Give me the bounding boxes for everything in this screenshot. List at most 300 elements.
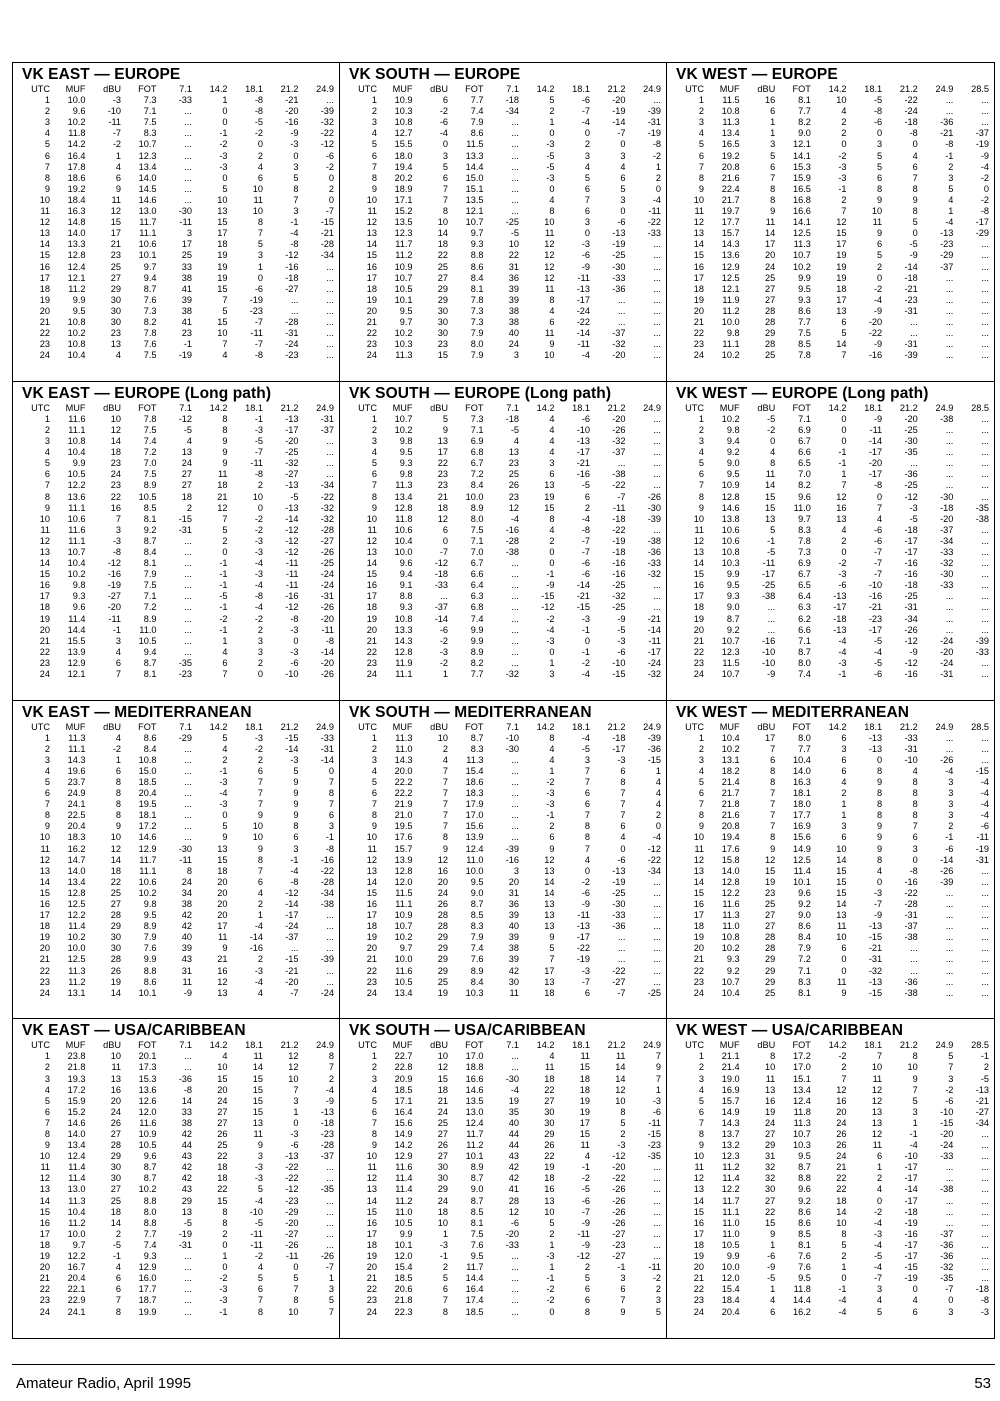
table-cell: 29 xyxy=(765,328,776,339)
table-cell: 10 xyxy=(693,832,704,843)
table-cell: 11.3 xyxy=(395,480,413,491)
table-cell: 9 xyxy=(442,424,448,435)
table-cell: -9 xyxy=(873,305,883,316)
table-cell: -10 xyxy=(285,669,299,679)
table-cell: 5 xyxy=(877,161,883,172)
table-cell: -7 xyxy=(581,535,590,546)
table-cell: -11 xyxy=(648,206,661,217)
table-row xyxy=(22,514,334,525)
table-cell: -36 xyxy=(612,283,626,294)
table-cell: 7 xyxy=(841,350,847,361)
table-row xyxy=(22,669,334,680)
table-cell: 6.9 xyxy=(798,558,811,569)
table-cell: 4 xyxy=(371,447,377,458)
table-cell: 11 xyxy=(872,1073,883,1084)
table-cell: 20 xyxy=(39,624,50,635)
table-cell: ... xyxy=(945,887,954,898)
table-cell: ... xyxy=(945,469,954,480)
table-cell: 0 xyxy=(293,150,299,161)
table-cell: 13 xyxy=(765,513,776,524)
table-row xyxy=(349,888,661,899)
table-cell: ... xyxy=(326,272,334,283)
table-cell: -14 xyxy=(285,899,299,909)
table-cell: 7.4 xyxy=(798,669,811,679)
table-row xyxy=(676,151,989,162)
table-cell: 8 xyxy=(371,491,377,502)
table-cell: 16 xyxy=(110,1084,121,1095)
table-cell: ... xyxy=(945,954,954,965)
table-cell: ... xyxy=(511,635,519,646)
table-cell: 1 xyxy=(257,910,263,921)
table-cell: ... xyxy=(910,965,918,976)
table-cell: 7 xyxy=(442,810,448,821)
table-cell: -12 xyxy=(541,602,555,613)
table-cell: -6 xyxy=(838,580,847,591)
table-cell: ... xyxy=(981,283,989,294)
table-row xyxy=(22,547,334,558)
table-cell: 23 xyxy=(693,976,704,987)
panel-title: VK EAST — EUROPE (Long path) xyxy=(22,384,272,402)
column-header: 24.9 xyxy=(643,721,661,732)
table-cell: 2 xyxy=(655,172,661,183)
table-cell: 30 xyxy=(110,932,121,943)
table-row xyxy=(349,1218,661,1229)
table-cell: 10.0 xyxy=(465,865,484,876)
table-cell: 16.0 xyxy=(138,1273,157,1284)
table-cell: ... xyxy=(653,272,661,283)
table-cell: 7 xyxy=(620,1295,626,1306)
table-cell: 14 xyxy=(39,1195,50,1206)
table-cell: 1 xyxy=(877,1162,883,1173)
table-row xyxy=(676,899,989,910)
table-cell: 13 xyxy=(765,1084,776,1095)
table-cell: -2 xyxy=(112,743,121,754)
table-row xyxy=(22,602,334,613)
table-cell: 7 xyxy=(44,1117,50,1128)
table-cell: 0 xyxy=(841,1273,847,1284)
table-cell: 4 xyxy=(549,743,555,754)
table-cell: 23 xyxy=(437,480,448,491)
table-cell: 5 xyxy=(698,139,704,150)
table-cell: 9 xyxy=(877,194,883,205)
table-header-row xyxy=(22,1040,334,1051)
table-cell: ... xyxy=(511,128,519,139)
table-cell: 3 xyxy=(584,217,590,228)
table-row xyxy=(349,669,661,680)
table-cell: 3 xyxy=(371,754,377,765)
table-cell: 10 xyxy=(693,1151,704,1162)
table-cell: 11 xyxy=(253,194,263,205)
table-cell: -12 xyxy=(285,1184,299,1195)
table-row xyxy=(676,921,989,932)
table-cell: 8 xyxy=(584,821,590,832)
table-cell: 10.7 xyxy=(465,217,484,228)
table-cell: 15 xyxy=(39,1206,50,1217)
table-cell: -5 xyxy=(873,635,883,646)
table-cell: 38 xyxy=(181,1117,192,1128)
table-cell: 4 xyxy=(770,447,776,458)
table-row xyxy=(676,591,989,602)
table-cell: ... xyxy=(981,1151,989,1162)
table-cell: 14.3 xyxy=(721,1117,740,1128)
table-cell: 15 xyxy=(693,1206,704,1217)
table-cell: -37 xyxy=(434,602,448,613)
table-cell: 16 xyxy=(110,502,121,513)
column-header: 24.9 xyxy=(935,721,954,732)
table-cell: ... xyxy=(184,580,192,591)
table-cell: -30 xyxy=(647,502,661,513)
table-cell: 16 xyxy=(836,1095,847,1106)
table-cell: -29 xyxy=(285,1206,299,1217)
table-cell: -19 xyxy=(178,1228,192,1239)
table-row xyxy=(349,602,661,613)
table-cell: ... xyxy=(326,932,334,943)
table-cell: 17.1 xyxy=(394,1095,413,1106)
table-cell: ... xyxy=(981,339,989,350)
table-cell: 2 xyxy=(257,150,263,161)
table-row xyxy=(22,139,334,150)
table-cell: ... xyxy=(511,799,519,810)
table-cell: -4 xyxy=(873,1239,883,1250)
table-cell: 12 xyxy=(544,272,555,283)
table-cell: ... xyxy=(653,458,661,469)
table-cell: 29 xyxy=(437,943,448,954)
table-row xyxy=(676,273,989,284)
table-cell: 13.4 xyxy=(721,128,740,139)
table-cell: ... xyxy=(511,117,519,128)
table-cell: -34 xyxy=(320,887,334,898)
table-cell: -10 xyxy=(868,580,883,591)
table-cell: -35 xyxy=(647,1151,661,1162)
table-cell: 16.2 xyxy=(792,1306,811,1317)
table-cell: 8 xyxy=(549,732,555,743)
table-cell: 6 xyxy=(584,1284,590,1295)
table-cell: -22 xyxy=(320,491,334,502)
table-cell: 3 xyxy=(698,1073,704,1084)
table-cell: 24 xyxy=(110,469,121,480)
table-cell: 11.0 xyxy=(466,854,484,865)
table-cell: 3 xyxy=(44,1073,50,1084)
table-cell: 7 xyxy=(770,810,776,821)
table-cell: -23 xyxy=(249,305,263,316)
table-cell: 9 xyxy=(770,1228,776,1239)
table-cell: -2 xyxy=(254,524,263,535)
table-cell: 12.4 xyxy=(465,843,484,854)
table-cell: -12 xyxy=(285,602,299,613)
table-cell: -5 xyxy=(873,95,883,106)
table-cell: ... xyxy=(653,413,661,424)
table-cell: 2 xyxy=(549,821,555,832)
table-cell: 9 xyxy=(770,206,776,217)
table-cell: 8.1 xyxy=(798,95,811,106)
table-cell: 21 xyxy=(366,1273,377,1284)
table-row xyxy=(22,1051,334,1062)
table-cell: -3 xyxy=(439,1239,448,1250)
table-cell: 2 xyxy=(698,1062,704,1073)
table-cell: -12 xyxy=(612,1151,626,1162)
table-cell: 14 xyxy=(615,1073,626,1084)
table-cell: ... xyxy=(945,1173,954,1184)
table-cell: 10 xyxy=(366,513,377,524)
table-cell: 9.5 xyxy=(798,1151,811,1162)
table-row xyxy=(676,1096,989,1107)
table-cell: 14 xyxy=(110,1217,121,1228)
table-cell: 3 xyxy=(948,172,954,183)
table-cell: 8.6 xyxy=(470,128,484,139)
table-cell: -1 xyxy=(838,447,847,458)
table-cell: 8 xyxy=(912,810,918,821)
prediction-panel xyxy=(667,1019,994,1338)
table-cell: -23 xyxy=(612,1239,626,1250)
table-cell: 6 xyxy=(770,754,776,765)
table-cell: 12.9 xyxy=(138,843,157,854)
table-cell: 10 xyxy=(437,1217,448,1228)
table-cell: 9.7 xyxy=(399,943,413,954)
table-cell: ... xyxy=(617,943,626,954)
prediction-panel xyxy=(340,382,667,701)
table-cell: 9.9 xyxy=(72,458,86,469)
table-cell: 10.9 xyxy=(394,261,413,272)
table-cell: ... xyxy=(511,1273,519,1284)
table-cell: -3 xyxy=(112,95,121,106)
table-cell: ... xyxy=(326,339,334,350)
table-cell: 19 xyxy=(836,250,847,261)
table-cell: -13 xyxy=(868,976,883,987)
table-row xyxy=(22,1062,334,1073)
table-cell: 1 xyxy=(841,469,847,480)
table-cell: 7 xyxy=(371,480,377,491)
table-cell: 4 xyxy=(549,436,555,447)
table-cell: 21.6 xyxy=(721,172,740,183)
table-cell: 25 xyxy=(110,887,121,898)
table-cell: 6 xyxy=(912,832,918,843)
table-cell: 20 xyxy=(39,1262,50,1273)
table-cell: 9.2 xyxy=(726,965,740,976)
table-cell: -25 xyxy=(904,591,918,602)
table-cell: 11.1 xyxy=(395,669,413,679)
table-row xyxy=(22,810,334,821)
table-cell: -1 xyxy=(581,624,590,635)
table-cell: 20.8 xyxy=(721,821,740,832)
table-cell: ... xyxy=(184,128,192,139)
table-cell: 14 xyxy=(39,876,50,887)
table-row xyxy=(22,558,334,569)
table-cell: -11 xyxy=(648,635,661,646)
table-cell: -2 xyxy=(581,876,590,887)
table-cell: 8 xyxy=(770,832,776,843)
column-header: 14.2 xyxy=(536,84,555,94)
table-row xyxy=(676,888,989,899)
table-cell: ... xyxy=(511,1062,519,1073)
table-cell: 15.7 xyxy=(721,228,740,239)
table-cell: 7 xyxy=(293,1084,299,1095)
table-cell: 23 xyxy=(437,339,448,350)
table-cell: -2 xyxy=(112,139,121,150)
column-header: UTC xyxy=(685,1040,704,1051)
table-cell: 1 xyxy=(549,657,555,668)
table-cell: -17 xyxy=(576,932,590,943)
table-cell: -2 xyxy=(439,106,448,117)
table-cell: -4 xyxy=(873,646,883,657)
table-cell: 8 xyxy=(584,1306,590,1317)
table-cell: 8.3 xyxy=(798,976,811,987)
column-header: FOT xyxy=(138,721,157,732)
table-cell: 21 xyxy=(693,635,704,646)
table-cell: 30 xyxy=(765,1184,776,1195)
table-cell: ... xyxy=(981,1273,989,1284)
table-cell: 9.3 xyxy=(399,458,413,469)
table-cell: ... xyxy=(981,932,989,943)
table-cell: 10.5 xyxy=(394,1217,413,1228)
table-row xyxy=(676,117,989,128)
table-cell: -13 xyxy=(285,480,299,491)
table-cell: -8 xyxy=(254,95,263,106)
table-cell: 14.6 xyxy=(138,194,157,205)
table-cell: -31 xyxy=(904,910,918,921)
table-cell: ... xyxy=(945,613,954,624)
table-cell: -37 xyxy=(940,524,954,535)
table-cell: -39 xyxy=(647,106,661,117)
table-cell: 0 xyxy=(257,502,263,513)
table-cell: -1 xyxy=(945,150,954,161)
table-cell: 9.7 xyxy=(470,228,484,239)
table-cell: ... xyxy=(511,206,519,217)
table-cell: 17.8 xyxy=(67,161,86,172)
table-cell: ... xyxy=(945,591,954,602)
table-cell: 7.8 xyxy=(143,328,157,339)
table-cell: 19 xyxy=(544,491,555,502)
table-cell: ... xyxy=(326,1206,334,1217)
table-cell: 7.5 xyxy=(470,524,484,535)
table-cell: 27 xyxy=(765,283,776,294)
table-row xyxy=(676,777,989,788)
table-cell: 17 xyxy=(217,921,228,932)
table-cell: 13 xyxy=(110,1073,121,1084)
table-cell: ... xyxy=(981,250,989,261)
table-cell: 11.7 xyxy=(466,1262,484,1273)
table-cell: 20 xyxy=(217,899,228,909)
table-header-row xyxy=(676,722,989,733)
table-cell: ... xyxy=(981,239,989,250)
table-cell: 10.2 xyxy=(721,350,740,361)
table-cell: -5 xyxy=(290,491,299,502)
table-cell: 6 xyxy=(770,1306,776,1317)
table-row xyxy=(676,492,989,503)
table-cell: -22 xyxy=(904,95,918,106)
table-cell: 18.4 xyxy=(721,1295,740,1306)
table-cell: 7.4 xyxy=(143,436,157,447)
table-cell: -2 xyxy=(219,139,228,150)
table-cell: -7 xyxy=(254,447,263,458)
table-cell: 2 xyxy=(655,1284,661,1295)
table-row xyxy=(22,284,334,295)
table-cell: ... xyxy=(511,1284,519,1295)
table-cell: -14 xyxy=(904,1184,918,1195)
table-cell: 11 xyxy=(872,1140,883,1151)
table-cell: 9.9 xyxy=(470,624,484,635)
table-cell: 19 xyxy=(217,261,228,272)
table-cell: 29 xyxy=(765,1140,776,1151)
table-cell: -36 xyxy=(647,743,661,754)
table-cell: -2 xyxy=(652,1273,661,1284)
table-cell: 30 xyxy=(544,1117,555,1128)
table-cell: 13 xyxy=(836,305,847,316)
table-cell: 2 xyxy=(655,810,661,821)
table-cell: 5 xyxy=(222,183,228,194)
table-cell: 11 xyxy=(544,1062,555,1073)
table-cell: 4 xyxy=(44,128,50,139)
table-cell: 6 xyxy=(620,172,626,183)
table-cell: -25 xyxy=(612,250,626,261)
table-cell: ... xyxy=(184,754,192,765)
table-row xyxy=(676,877,989,888)
table-row xyxy=(22,425,334,436)
table-cell: -9 xyxy=(581,261,590,272)
table-cell: 7.4 xyxy=(470,613,484,624)
table-cell: -25 xyxy=(320,558,334,569)
table-cell: 15.4 xyxy=(465,765,484,776)
table-cell: 22 xyxy=(366,646,377,657)
table-cell: 2 xyxy=(584,502,590,513)
table-cell: 3 xyxy=(549,669,555,679)
table-cell: -25 xyxy=(647,987,661,998)
table-cell: -4 xyxy=(581,513,590,524)
table-cell: -14 xyxy=(647,624,661,635)
table-cell: -3 xyxy=(838,569,847,580)
column-header: 14.2 xyxy=(536,402,555,413)
table-cell: 10.0 xyxy=(394,954,413,965)
table-cell: -21 xyxy=(975,1095,989,1106)
table-cell: 7.9 xyxy=(798,943,811,954)
table-cell: -7 xyxy=(617,128,626,139)
table-row xyxy=(22,855,334,866)
table-cell: 9.2 xyxy=(143,524,157,535)
table-cell: -12 xyxy=(434,558,448,569)
table-cell: -33 xyxy=(178,95,192,106)
table-cell: 12 xyxy=(288,1051,299,1062)
column-header: UTC xyxy=(685,402,704,413)
table-cell: 14.0 xyxy=(67,1129,86,1139)
table-cell: 7.3 xyxy=(470,316,484,327)
table-cell: 10.4 xyxy=(721,987,740,998)
table-row xyxy=(22,1273,334,1284)
table-row xyxy=(22,647,334,658)
table-cell: -6 xyxy=(581,250,590,261)
table-cell: -5 xyxy=(909,513,918,524)
column-header: MUF xyxy=(719,721,740,732)
table-cell: ... xyxy=(653,899,661,909)
table-cell: 14.7 xyxy=(67,854,86,865)
table-cell: 9.9 xyxy=(726,1251,740,1262)
table-cell: 5 xyxy=(371,139,377,150)
table-cell: 31 xyxy=(765,1151,776,1162)
table-row xyxy=(22,658,334,669)
table-cell: -31 xyxy=(320,591,334,602)
table-cell: 4 xyxy=(655,776,661,787)
table-cell: 8.7 xyxy=(143,1173,157,1184)
table-cell: 12.8 xyxy=(394,865,413,876)
table-cell: ... xyxy=(767,613,776,624)
table-cell: 13.0 xyxy=(67,1184,86,1195)
table-cell: 4 xyxy=(115,1262,121,1273)
table-cell: 14.4 xyxy=(465,1273,484,1284)
table-cell: -22 xyxy=(868,328,883,339)
table-cell: 12 xyxy=(693,535,704,546)
table-cell: ... xyxy=(945,965,954,976)
table-cell: 16 xyxy=(836,502,847,513)
table-cell: -13 xyxy=(833,624,847,635)
table-cell: 26 xyxy=(508,480,519,491)
